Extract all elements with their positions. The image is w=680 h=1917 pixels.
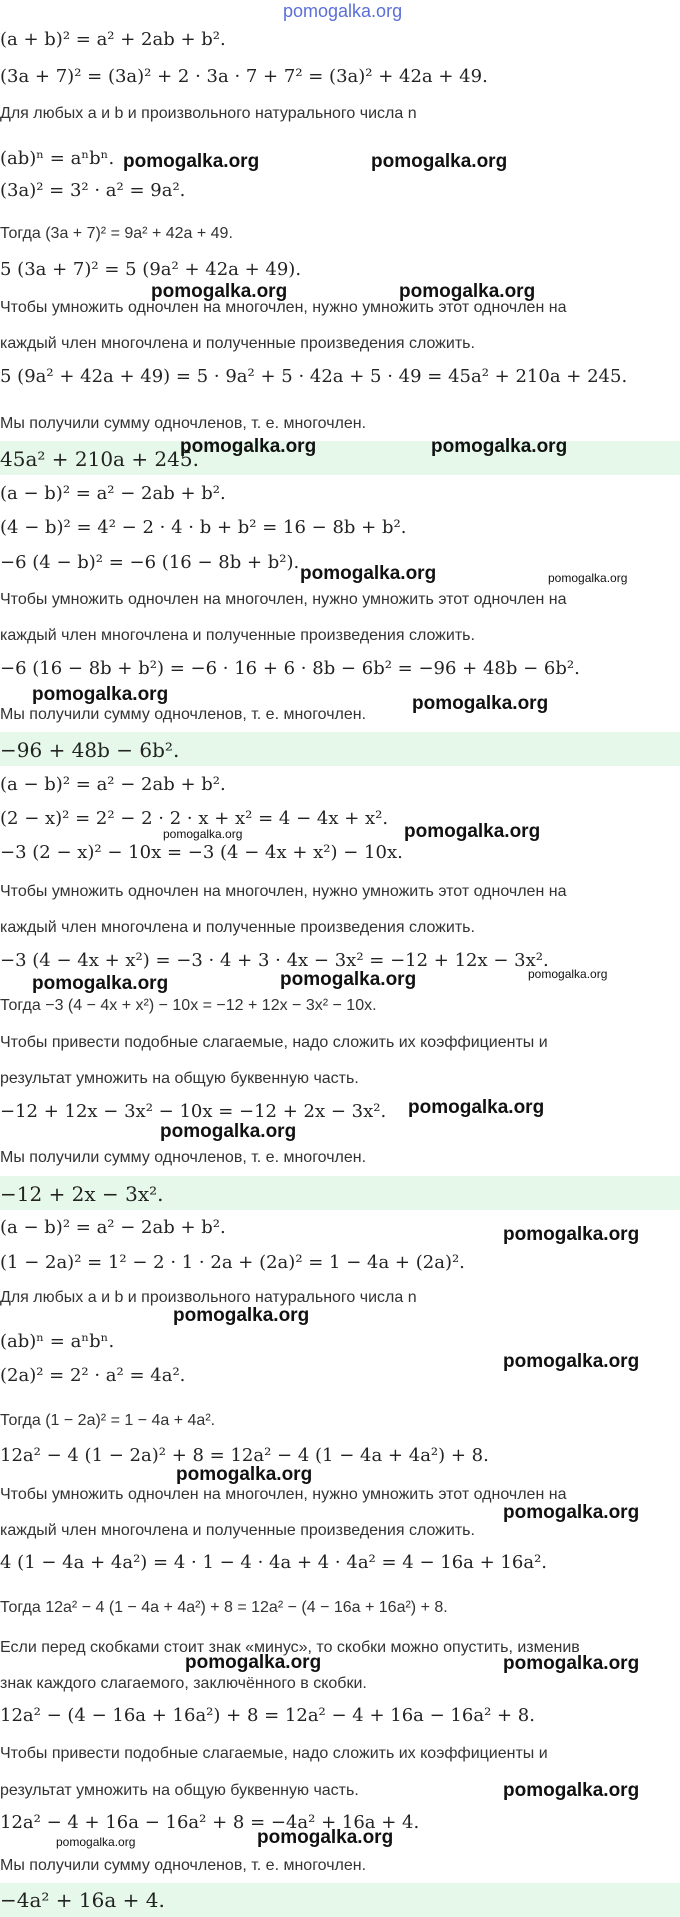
answer-line: −96 + 48b − 6b². [0, 738, 180, 762]
formula-line: (3a)² = 3² · a² = 9a². [0, 180, 186, 201]
formula-line: (a − b)² = a² − 2ab + b². [0, 483, 226, 504]
watermark: pomogalka.org [399, 281, 536, 302]
watermark: pomogalka.org [257, 1827, 394, 1848]
text-line: Тогда 12a² − 4 (1 − 4a + 4a²) + 8 = 12a² − (4 − 16a + 16a²) + 8. [0, 1599, 448, 1616]
text-line: Чтобы привести подобные слагаемые, надо сложить их коэффициенты и [0, 1034, 548, 1051]
text-line: Чтобы умножить одночлен на многочлен, нужно умножить этот одночлен на [0, 1486, 567, 1503]
text-line: Тогда −3 (4 − 4x + x²) − 10x = −12 + 12x − 3x² − 10x. [0, 997, 377, 1014]
formula-line: (2 − x)² = 2² − 2 · 2 · x + x² = 4 − 4x + x². [0, 808, 389, 829]
text-line: Тогда (1 − 2a)² = 1 − 4a + 4a². [0, 1412, 216, 1429]
watermark: pomogalka.org [528, 967, 608, 981]
formula-line: (4 − b)² = 4² − 2 · 4 · b + b² = 16 − 8b + b². [0, 517, 407, 538]
text-line: Мы получили сумму одночленов, т. е. многочлен. [0, 1149, 367, 1166]
formula-line: −6 (4 − b)² = −6 (16 − 8b + b²). [0, 552, 300, 573]
watermark: pomogalka.org [408, 1097, 545, 1118]
watermark: pomogalka.org [180, 436, 317, 457]
formula-line: 12a² − 4 (1 − 2a)² + 8 = 12a² − 4 (1 − 4a + 4a²) + 8. [0, 1445, 489, 1466]
site-header: pomogalka.org [283, 1, 403, 21]
watermark: pomogalka.org [412, 693, 549, 714]
text-line: каждый член многочлена и полученные произведения сложить. [0, 1522, 475, 1539]
watermark: pomogalka.org [32, 973, 169, 994]
text-line: каждый член многочлена и полученные произведения сложить. [0, 335, 475, 352]
text-line: Мы получили сумму одночленов, т. е. многочлен. [0, 415, 367, 432]
formula-line: −6 (16 − 8b + b²) = −6 · 16 + 6 · 8b − 6b² = −96 + 48b − 6b². [0, 658, 580, 679]
formula-line: (2a)² = 2² · a² = 4a². [0, 1365, 186, 1386]
answer-line: −4a² + 16a + 4. [0, 1888, 165, 1912]
text-line: знак каждого слагаемого, заключённого в скобки. [0, 1675, 367, 1692]
watermark: pomogalka.org [151, 281, 288, 302]
watermark: pomogalka.org [56, 1835, 136, 1849]
watermark: pomogalka.org [503, 1653, 640, 1674]
answer-line: 45a² + 210a + 245. [0, 447, 199, 471]
watermark: pomogalka.org [503, 1780, 640, 1801]
watermark: pomogalka.org [163, 827, 243, 841]
formula-line: 12a² − 4 + 16a − 16a² + 8 = −4a² + 16a + 4. [0, 1812, 420, 1833]
watermark: pomogalka.org [176, 1464, 313, 1485]
watermark: pomogalka.org [32, 684, 169, 705]
text-line: Для любых a и b и произвольного натурального числа n [0, 1289, 417, 1306]
text-line: Для любых a и b и произвольного натурального числа n [0, 105, 417, 122]
text-line: Чтобы привести подобные слагаемые, надо сложить их коэффициенты и [0, 1745, 548, 1762]
formula-line: −12 + 12x − 3x² − 10x = −12 + 2x − 3x². [0, 1101, 387, 1122]
formula-line: (3a + 7)² = (3a)² + 2 · 3a · 7 + 7² = (3a)² + 42a + 49. [0, 66, 488, 87]
formula-line: (1 − 2a)² = 1² − 2 · 1 · 2a + (2a)² = 1 − 4a + (2a)². [0, 1252, 465, 1273]
formula-line: (a + b)² = a² + 2ab + b². [0, 29, 226, 50]
formula-line: 4 (1 − 4a + 4a²) = 4 · 1 − 4 · 4a + 4 · 4a² = 4 − 16a + 16a². [0, 1552, 548, 1573]
watermark: pomogalka.org [404, 821, 541, 842]
watermark: pomogalka.org [431, 436, 568, 457]
text-line: каждый член многочлена и полученные произведения сложить. [0, 919, 475, 936]
text-line: Мы получили сумму одночленов, т. е. многочлен. [0, 706, 367, 723]
formula-line: −3 (4 − 4x + x²) = −3 · 4 + 3 · 4x − 3x² = −12 + 12x − 3x². [0, 950, 549, 971]
watermark: pomogalka.org [548, 571, 628, 585]
text-line: результат умножить на общую буквенную часть. [0, 1070, 359, 1087]
watermark: pomogalka.org [123, 151, 260, 172]
formula-line: −3 (2 − x)² − 10x = −3 (4 − 4x + x²) − 10x. [0, 842, 403, 863]
formula-line: 5 (9a² + 42a + 49) = 5 · 9a² + 5 · 42a + 5 · 49 = 45a² + 210a + 245. [0, 366, 628, 387]
formula-line: (a − b)² = a² − 2ab + b². [0, 1217, 226, 1238]
text-line: Если перед скобками стоит знак «минус», то скобки можно опустить, изменив [0, 1639, 580, 1656]
watermark: pomogalka.org [173, 1305, 310, 1326]
watermark: pomogalka.org [160, 1121, 297, 1142]
text-line: каждый член многочлена и полученные произведения сложить. [0, 627, 475, 644]
formula-line: 12a² − (4 − 16a + 16a²) + 8 = 12a² − 4 + 16a − 16a² + 8. [0, 1705, 535, 1726]
text-line: Чтобы умножить одночлен на многочлен, нужно умножить этот одночлен на [0, 591, 567, 608]
text-line: результат умножить на общую буквенную часть. [0, 1782, 359, 1799]
text-line: Мы получили сумму одночленов, т. е. многочлен. [0, 1857, 367, 1874]
watermark: pomogalka.org [300, 563, 437, 584]
watermark: pomogalka.org [503, 1502, 640, 1523]
formula-line: (ab)ⁿ = aⁿbⁿ. [0, 1331, 115, 1352]
formula-line: (a − b)² = a² − 2ab + b². [0, 774, 226, 795]
text-line: Чтобы умножить одночлен на многочлен, нужно умножить этот одночлен на [0, 883, 567, 900]
formula-line: 5 (3a + 7)² = 5 (9a² + 42a + 49). [0, 259, 302, 280]
watermark: pomogalka.org [371, 151, 508, 172]
watermark: pomogalka.org [280, 969, 417, 990]
watermark: pomogalka.org [503, 1224, 640, 1245]
watermark: pomogalka.org [185, 1652, 322, 1673]
formula-line: (ab)ⁿ = aⁿbⁿ. [0, 148, 115, 169]
answer-line: −12 + 2x − 3x². [0, 1182, 164, 1206]
watermark: pomogalka.org [503, 1351, 640, 1372]
text-line: Тогда (3a + 7)² = 9a² + 42a + 49. [0, 225, 233, 242]
text-line: Чтобы умножить одночлен на многочлен, нужно умножить этот одночлен на [0, 299, 567, 316]
